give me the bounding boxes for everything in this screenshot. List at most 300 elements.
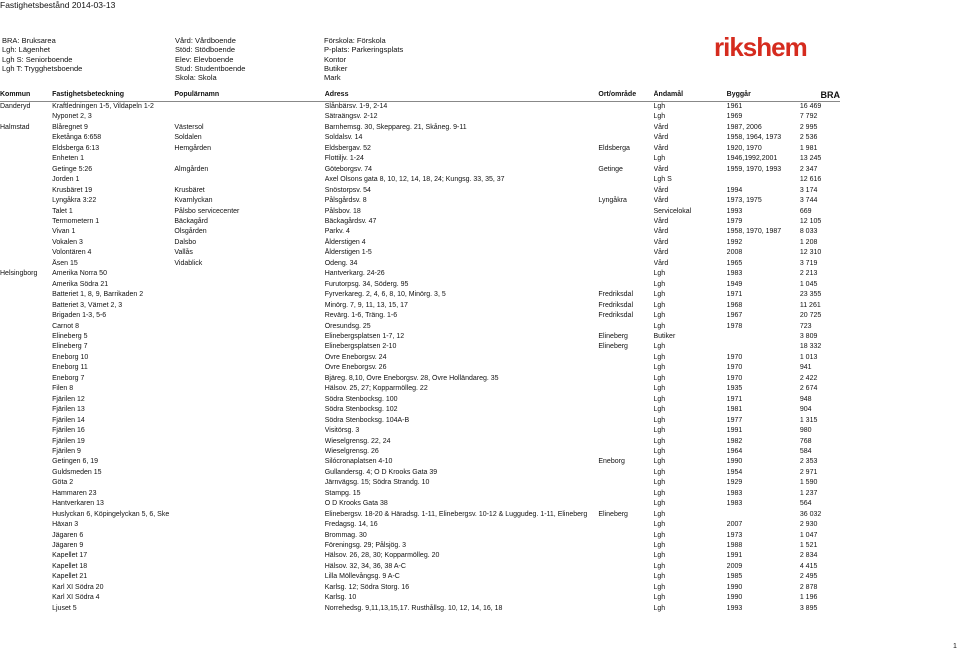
logo-text: rikshem: [714, 32, 807, 62]
cell-andamal: Lgh: [653, 604, 666, 612]
cell-ort: [598, 102, 653, 113]
cell-kommun: [0, 457, 52, 467]
cell-adress: Visitörsg. 3: [324, 427, 360, 435]
cell-kommun: [0, 207, 52, 217]
cell-popularnamn: Olsgården: [174, 228, 207, 236]
cell-ort: [598, 437, 653, 447]
cell-fastighetsbeteckning: Enheten 1: [52, 155, 85, 163]
cell-kommun: [0, 478, 52, 488]
cell-ort: [598, 186, 653, 196]
cell-bra: 3 809: [799, 332, 818, 340]
cell-byggar: [727, 342, 800, 352]
cell-andamal: Lgh: [653, 468, 666, 476]
cell-kommun: [0, 322, 52, 332]
cell-adress: Norrehedsg. 9,11,13,15,17. Rusthållsg. 10, 12, 14, 16, 18: [324, 604, 503, 612]
table-row: [0, 531, 840, 541]
header-adress: Adress: [325, 90, 599, 102]
table-row: [0, 510, 840, 520]
cell-fastighetsbeteckning: Karl XI Södra 20: [52, 583, 104, 591]
cell-kommun: [0, 416, 52, 426]
cell-fastighetsbeteckning: Talet 1: [52, 207, 73, 215]
cell-andamal: Lgh: [653, 447, 666, 455]
cell-bra: 1 315: [799, 416, 818, 424]
cell-bra: 2 495: [799, 573, 818, 581]
cell-adress: Brommag. 30: [324, 531, 367, 539]
cell-ort: [598, 363, 653, 373]
table-row: [0, 478, 840, 488]
cell-byggar: 2008: [726, 249, 743, 257]
cell-popularnamn: Kvarnlyckan: [174, 197, 213, 205]
table-row: [0, 269, 840, 279]
table-row: [0, 562, 840, 572]
cell-bra: 2 353: [799, 458, 818, 466]
header-popularnamn: Populärnamn: [174, 90, 324, 102]
cell-andamal: Lgh: [653, 489, 666, 497]
cell-kommun: [0, 227, 52, 237]
cell-adress: Karlsg. 10: [324, 594, 357, 602]
cell-bra: 3 895: [799, 604, 818, 612]
cell-fastighetsbeteckning: Amerika Norra 50: [52, 270, 107, 278]
table-row: [0, 447, 840, 457]
cell-andamal: Lgh: [653, 301, 666, 309]
cell-andamal: Lgh: [653, 385, 666, 393]
cell-kommun: [0, 196, 52, 206]
cell-ort: [598, 604, 653, 614]
cell-popularnamn: [174, 499, 324, 509]
legend-item: Kontor: [324, 54, 347, 64]
cell-ort: [598, 395, 653, 405]
cell-popularnamn: [174, 572, 324, 582]
cell-adress: Södra Stenbocksg. 102: [324, 406, 398, 414]
cell-ort: [598, 280, 653, 290]
cell-kommun: [0, 363, 52, 373]
cell-andamal: Lgh: [653, 500, 666, 508]
cell-adress: Hantverkarg. 24-26: [324, 270, 385, 278]
header-byggar: Byggår: [727, 90, 800, 102]
cell-andamal: Lgh: [653, 437, 666, 445]
cell-adress: Ålderstigen 1-5: [324, 249, 372, 257]
cell-kommun: [0, 280, 52, 290]
cell-byggar: 1920, 1970: [726, 144, 762, 152]
table-row: [0, 499, 840, 509]
cell-popularnamn: [174, 604, 324, 614]
cell-fastighetsbeteckning: Eketånga 6:658: [52, 134, 102, 142]
cell-andamal: Lgh: [653, 113, 666, 121]
cell-byggar: 1965: [726, 259, 743, 267]
cell-bra: 941: [799, 364, 812, 372]
table-row: [0, 175, 840, 185]
cell-adress: Axel Olsons gata 8, 10, 12, 14, 18, 24; Kungsg. 33, 35, 37: [324, 176, 505, 184]
cell-kommun: [0, 165, 52, 175]
cell-ort: [598, 583, 653, 593]
cell-fastighetsbeteckning: Jägaren 6: [52, 531, 84, 539]
cell-kommun: [0, 593, 52, 603]
cell-bra: 8 033: [799, 228, 818, 236]
cell-byggar: 1973: [726, 531, 743, 539]
cell-popularnamn: [174, 363, 324, 373]
cell-popularnamn: [174, 416, 324, 426]
cell-kommun: [0, 259, 52, 269]
legend-item: Elev: Elevboende: [175, 54, 234, 64]
cell-andamal: Lgh: [653, 531, 666, 539]
cell-bra: 2 930: [799, 521, 818, 529]
cell-andamal: Lgh: [653, 521, 666, 529]
legend-column-2: [175, 36, 245, 82]
table-row: [0, 280, 840, 290]
cell-andamal: Lgh: [653, 155, 666, 163]
cell-bra: 2 536: [799, 134, 818, 142]
cell-adress: Övre Eneborgsv. 24: [324, 353, 387, 361]
cell-byggar: 1968: [726, 301, 743, 309]
cell-fastighetsbeteckning: Fjärilen 14: [52, 416, 85, 424]
table-row: [0, 583, 840, 593]
cell-fastighetsbeteckning: Jägaren 9: [52, 542, 84, 550]
cell-popularnamn: Bäckagård: [174, 217, 208, 225]
cell-bra: 1 981: [799, 144, 818, 152]
legend-item: Stud: Studentboende: [175, 63, 246, 73]
cell-fastighetsbeteckning: Ljuset 5: [52, 604, 77, 612]
table-row: [0, 604, 840, 614]
cell-ort: [598, 541, 653, 551]
cell-andamal: Vård: [653, 144, 669, 152]
cell-adress: Furutorpsg. 34, Söderg. 95: [324, 280, 409, 288]
cell-adress: Gullandersg. 4; O D Krooks Gata 39: [324, 468, 438, 476]
cell-byggar: 1970: [726, 374, 743, 382]
cell-adress: Snöstorpsv. 54: [324, 186, 371, 194]
document-title: Fastighetsbestånd 2014-03-13: [0, 0, 116, 10]
cell-bra: 3 744: [799, 197, 818, 205]
table-row: [0, 541, 840, 551]
table-row: [0, 395, 840, 405]
cell-byggar: 1977: [726, 416, 743, 424]
cell-fastighetsbeteckning: Häxan 3: [52, 521, 79, 529]
cell-ort: [598, 227, 653, 237]
cell-adress: Elinebergsplatsen 1-7, 12: [324, 332, 405, 340]
cell-adress: Wieselgrensg. 26: [324, 447, 379, 455]
cell-ort: Eneborg: [598, 458, 625, 466]
cell-andamal: Lgh: [653, 416, 666, 424]
cell-ort: [598, 551, 653, 561]
cell-popularnamn: [174, 395, 324, 405]
cell-andamal: Lgh: [653, 562, 666, 570]
cell-bra: 1 521: [799, 542, 818, 550]
cell-ort: [598, 322, 653, 332]
cell-kommun: [0, 531, 52, 541]
cell-andamal: Lgh: [653, 322, 666, 330]
cell-andamal: Lgh: [653, 312, 666, 320]
cell-bra: 11 261: [799, 301, 821, 309]
cell-byggar: 2007: [726, 521, 743, 529]
cell-andamal: Servicelokal: [653, 207, 692, 215]
cell-ort: Elineberg: [598, 332, 628, 340]
cell-andamal: Vård: [653, 238, 669, 246]
cell-fastighetsbeteckning: Nyponet 2, 3: [52, 113, 92, 121]
cell-andamal: Lgh: [653, 458, 666, 466]
table-row: [0, 572, 840, 582]
cell-adress: Lilla Möllevångsg. 9 A-C: [324, 573, 400, 581]
cell-adress: Pålsbov. 18: [324, 207, 361, 215]
cell-andamal: Vård: [653, 197, 669, 205]
cell-popularnamn: [174, 468, 324, 478]
cell-bra: 3 719: [799, 259, 818, 267]
cell-ort: [598, 175, 653, 185]
cell-bra: 948: [799, 395, 812, 403]
cell-fastighetsbeteckning: Guldsmeden 15: [52, 468, 102, 476]
cell-adress: Revärg. 1-6, Träng. 1-6: [324, 312, 398, 320]
cell-andamal: Vård: [653, 134, 669, 142]
table-row: [0, 437, 840, 447]
cell-adress: Sätraängsv. 2-12: [324, 113, 378, 121]
table-header-row: [0, 90, 840, 102]
cell-bra: 12 616: [799, 176, 822, 184]
cell-adress: Silócronaplatsen 4-10: [324, 458, 393, 466]
cell-kommun: [0, 248, 52, 258]
cell-fastighetsbeteckning: Göta 2: [52, 479, 74, 487]
cell-byggar: [727, 175, 800, 185]
table-row: [0, 238, 840, 248]
cell-byggar: 1967: [726, 312, 743, 320]
cell-popularnamn: [174, 510, 324, 520]
cell-byggar: 1992: [726, 238, 743, 246]
legend-item: Vård: Vårdboende: [175, 36, 236, 45]
cell-byggar: 1990: [726, 458, 743, 466]
table-row: [0, 165, 840, 175]
table-row: [0, 593, 840, 603]
cell-popularnamn: Hemgården: [174, 144, 211, 152]
cell-andamal: Vård: [653, 259, 669, 267]
table-row: [0, 154, 840, 164]
cell-kommun: [0, 374, 52, 384]
table-row: [0, 468, 840, 478]
cell-bra: 3 174: [799, 186, 818, 194]
cell-andamal: Lgh: [653, 573, 666, 581]
table-row: [0, 374, 840, 384]
cell-byggar: [727, 332, 800, 342]
cell-adress: Eldsbergav. 52: [324, 144, 371, 152]
legend-item: BRA: Bruksarea: [2, 36, 56, 45]
cell-fastighetsbeteckning: Elineberg 5: [52, 332, 88, 340]
cell-bra: 904: [799, 406, 812, 414]
cell-byggar: 1978: [726, 322, 743, 330]
cell-fastighetsbeteckning: Lyngåkra 3:22: [52, 197, 97, 205]
cell-kommun: [0, 572, 52, 582]
cell-bra: 1 196: [799, 594, 818, 602]
cell-bra: 669: [799, 207, 812, 215]
rikshem-logo: [714, 34, 807, 60]
cell-fastighetsbeteckning: Kapellet 17: [52, 552, 88, 560]
cell-ort: [598, 123, 653, 133]
cell-adress: Elinebergsv. 18-20 & Häradsg. 1-11, Elinebergsv. 10-12 & Luggudeg. 1-11, Elineberg: [324, 510, 588, 518]
cell-andamal: Vård: [653, 228, 669, 236]
cell-fastighetsbeteckning: Fjärilen 13: [52, 406, 85, 414]
cell-bra: 12 310: [799, 249, 822, 257]
cell-kommun: [0, 604, 52, 614]
cell-popularnamn: Västersol: [174, 123, 204, 131]
cell-fastighetsbeteckning: Getingen 6, 19: [52, 458, 99, 466]
cell-adress: Hälsov. 25, 27; Kopparmölleg. 22: [324, 385, 428, 393]
cell-bra: 2 995: [799, 123, 818, 131]
page-number: 1: [953, 643, 957, 650]
cell-ort: [598, 572, 653, 582]
cell-adress: Övre Eneborgsv. 26: [324, 364, 387, 372]
cell-andamal: Lgh: [653, 510, 666, 518]
cell-fastighetsbeteckning: Hantverkaren 13: [52, 500, 104, 508]
cell-andamal: Lgh: [653, 364, 666, 372]
cell-adress: Järnvägsg. 15; Södra Strandg. 10: [324, 479, 430, 487]
cell-kommun: [0, 175, 52, 185]
cell-ort: [598, 238, 653, 248]
cell-popularnamn: [174, 384, 324, 394]
cell-fastighetsbeteckning: Filen 8: [52, 385, 74, 393]
header-andamal: Ändamål: [654, 90, 727, 102]
cell-popularnamn: [174, 112, 324, 122]
cell-bra: 2 834: [799, 552, 818, 560]
cell-ort: [598, 353, 653, 363]
cell-popularnamn: [174, 457, 324, 467]
cell-kommun: [0, 499, 52, 509]
cell-byggar: 1946,1992,2001: [726, 155, 778, 163]
legend-item: Stöd: Stödboende: [175, 45, 236, 55]
cell-bra: 18 332: [799, 343, 822, 351]
table-row: [0, 301, 840, 311]
cell-andamal: Lgh: [653, 103, 666, 110]
table-row: [0, 426, 840, 436]
cell-fastighetsbeteckning: Fjärilen 9: [52, 447, 81, 455]
cell-ort: [598, 248, 653, 258]
cell-bra: 1 237: [799, 489, 818, 497]
cell-adress: Fredagsg. 14, 16: [324, 521, 378, 529]
cell-byggar: 1983: [726, 489, 743, 497]
cell-kommun: Halmstad: [0, 123, 30, 131]
header-kommun: Kommun: [0, 90, 52, 102]
cell-fastighetsbeteckning: Jorden 1: [52, 176, 80, 184]
cell-adress: Wieselgrensg. 22, 24: [324, 437, 391, 445]
cell-byggar: 1970: [726, 364, 743, 372]
cell-fastighetsbeteckning: Fjärilen 19: [52, 437, 85, 445]
cell-fastighetsbeteckning: Fjärilen 16: [52, 427, 85, 435]
table-row: [0, 133, 840, 143]
cell-popularnamn: Vallås: [174, 249, 193, 257]
cell-bra: 4 415: [799, 562, 818, 570]
cell-popularnamn: [174, 562, 324, 572]
cell-adress: Odeng. 34: [324, 259, 358, 267]
cell-byggar: 1993: [726, 604, 743, 612]
table-row: [0, 342, 840, 352]
legend-item: Lgh T: Trygghetsboende: [2, 63, 83, 73]
cell-kommun: [0, 353, 52, 363]
table-row: [0, 457, 840, 467]
cell-ort: Elineberg: [598, 510, 628, 518]
cell-ort: Elineberg: [598, 343, 628, 351]
legend-column-3: [324, 36, 403, 82]
cell-ort: [598, 468, 653, 478]
cell-kommun: [0, 186, 52, 196]
cell-fastighetsbeteckning: Kapellet 21: [52, 573, 88, 581]
cell-kommun: [0, 238, 52, 248]
cell-popularnamn: [174, 342, 324, 352]
cell-andamal: Lgh: [653, 280, 666, 288]
cell-popularnamn: [174, 102, 324, 113]
cell-byggar: 1988: [726, 542, 743, 550]
cell-byggar: 1983: [726, 270, 743, 278]
cell-andamal: Lgh: [653, 552, 666, 560]
cell-fastighetsbeteckning: Huslyckan 6, Köpingelyckan 5, 6, Ske: [52, 510, 170, 518]
table-row: [0, 384, 840, 394]
cell-bra: 7 792: [799, 113, 818, 121]
cell-byggar: 1982: [726, 437, 743, 445]
cell-bra: 20 725: [799, 312, 822, 320]
cell-andamal: Lgh: [653, 291, 666, 299]
cell-popularnamn: [174, 437, 324, 447]
cell-fastighetsbeteckning: Batteriet 1, 8, 9, Barrikaden 2: [52, 291, 144, 299]
cell-kommun: [0, 384, 52, 394]
cell-popularnamn: [174, 551, 324, 561]
header-bra: BRA: [800, 90, 840, 102]
cell-adress: Elinebergsplatsen 2-10: [324, 343, 397, 351]
cell-kommun: [0, 154, 52, 164]
cell-popularnamn: [174, 154, 324, 164]
cell-fastighetsbeteckning: Elineberg 7: [52, 343, 88, 351]
cell-ort: [598, 426, 653, 436]
cell-andamal: Vård: [653, 249, 669, 257]
cell-ort: [598, 112, 653, 122]
cell-bra: 1 047: [799, 531, 818, 539]
cell-bra: 723: [799, 322, 812, 330]
cell-ort: [598, 489, 653, 499]
cell-andamal: Lgh S: [653, 176, 672, 184]
cell-andamal: Lgh: [653, 594, 666, 602]
cell-popularnamn: [174, 478, 324, 488]
cell-popularnamn: [174, 374, 324, 384]
cell-byggar: 1949: [726, 280, 743, 288]
table-row: [0, 520, 840, 530]
cell-fastighetsbeteckning: Eldsberga 6:13: [52, 144, 100, 152]
cell-fastighetsbeteckning: Carnot 8: [52, 322, 79, 330]
cell-fastighetsbeteckning: Vokalen 3: [52, 238, 83, 246]
cell-adress: Soldalsv. 14: [324, 134, 363, 142]
cell-andamal: Lgh: [653, 427, 666, 435]
cell-kommun: [0, 468, 52, 478]
cell-adress: Minörg. 7, 9, 11, 13, 15, 17: [324, 301, 408, 309]
cell-adress: Flottiljv. 1-24: [324, 155, 364, 163]
cell-ort: [598, 133, 653, 143]
cell-fastighetsbeteckning: Brigaden 1-3, 5-6: [52, 312, 107, 320]
legend-item: Förskola: Förskola: [324, 36, 386, 45]
cell-kommun: [0, 311, 52, 321]
cell-ort: Lyngåkra: [598, 197, 627, 205]
cell-kommun: [0, 395, 52, 405]
cell-byggar: 1983: [726, 500, 743, 508]
cell-kommun: [0, 437, 52, 447]
cell-kommun: [0, 301, 52, 311]
table-row: [0, 102, 840, 113]
cell-byggar: 1964: [726, 447, 743, 455]
cell-byggar: 1985: [726, 573, 743, 581]
cell-byggar: 1991: [726, 552, 743, 560]
cell-adress: Pålsgårdsv. 8: [324, 197, 367, 205]
cell-ort: [598, 217, 653, 227]
cell-bra: 564: [799, 500, 812, 508]
cell-popularnamn: [174, 311, 324, 321]
cell-byggar: 1990: [726, 583, 743, 591]
cell-byggar: 1935: [726, 385, 743, 393]
cell-fastighetsbeteckning: Karl XI Södra 4: [52, 594, 100, 602]
cell-bra: 13 245: [799, 155, 822, 163]
cell-fastighetsbeteckning: Vivan 1: [52, 228, 76, 236]
cell-kommun: [0, 133, 52, 143]
cell-fastighetsbeteckning: Getinge 5:26: [52, 165, 93, 173]
cell-bra: 1 013: [799, 353, 818, 361]
